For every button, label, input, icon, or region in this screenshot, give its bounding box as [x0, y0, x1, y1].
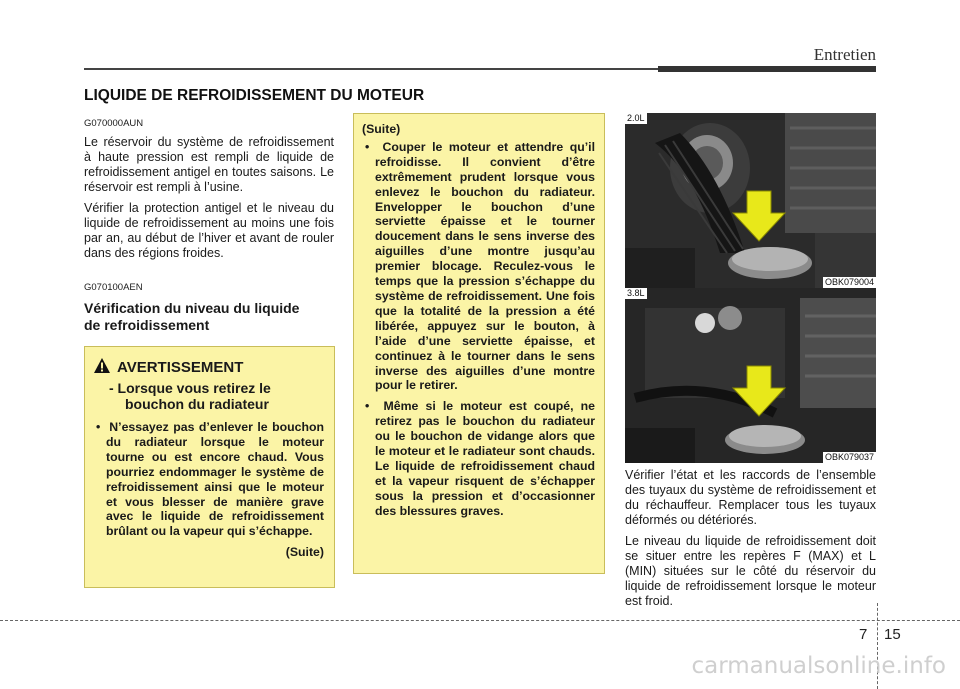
photo-code: OBK079037	[824, 452, 874, 462]
warning-bullet: • Même si le moteur est coupé, ne retirez pas le bouchon du radiateur ou le bouchon de vidange alors que le moteur et le radiateur sont chauds. Le liquide de refroidissement chaud et la vapeur risquent de s’échapper sous la pression et d’occasionner des blessures graves.	[365, 399, 595, 518]
warning-subtitle: - Lorsque vous retirez le	[109, 380, 271, 396]
paragraph: Le réservoir du système de refroidissement à haute pression est rempli de liquide de refroidissement antigel en toutes saisons. Le réservoir est rempli à l’usine.	[84, 135, 334, 194]
continued-heading: (Suite)	[362, 122, 401, 136]
footer-rule	[0, 620, 960, 621]
paragraph: Vérifier la protection antigel et le niveau du liquide de refroidissement au moins une fois par an, au début de l’hiver et avant de rouler dans des régions froides.	[84, 201, 334, 260]
paragraph: Le niveau du liquide de refroidissement doit se situer entre les repères F (MAX) et L (MIN) situées sur le côté du réservoir du liquide de refroidissement lorsque le moteur est froid.	[625, 534, 876, 608]
left-column	[84, 116, 334, 334]
doc-code: G070100AEN	[84, 282, 143, 293]
warning-bullet: • N’essayez pas d’enlever le bouchon du radiateur lorsque le moteur tourne ou est encore chaud. Vous pourriez endommager le système de refroidissement ainsi que le moteur et vous blesser de manière grave avec le liquide de refroidissement brûlant ou la vapeur qui s’échappe.	[96, 420, 324, 539]
header-bar	[658, 66, 876, 72]
suite-label: (Suite)	[285, 545, 324, 560]
watermark: carmanualsonline.info	[691, 653, 946, 679]
subheading: de refroidissement	[84, 317, 210, 333]
warning-subtitle: bouchon du radiateur	[125, 396, 269, 412]
warning-icon	[93, 357, 111, 378]
engine-photo-2-0l	[625, 113, 876, 288]
warning-box	[84, 346, 335, 588]
warning-heading: AVERTISSEMENT	[117, 359, 244, 376]
paragraph: Vérifier l’état et les raccords de l’ensemble des tuyaux du système de refroidissement et du réchauffeur. Remplacer tous les tuyaux déformés ou détériorés.	[625, 468, 876, 527]
page-title: LIQUIDE DE REFROIDISSEMENT DU MOTEUR	[84, 87, 425, 104]
section-header: Entretien	[813, 45, 876, 64]
header-rule	[84, 68, 658, 70]
right-column-text	[625, 468, 876, 615]
engine-photo-3-8l	[625, 288, 876, 463]
photo-code: OBK079004	[824, 277, 874, 287]
chapter-number: 7	[859, 626, 868, 643]
page-number: 15	[884, 626, 901, 643]
engine-label: 2.0L	[627, 113, 645, 123]
doc-code: G070000AUN	[84, 118, 144, 129]
continued-warning-box	[353, 113, 605, 574]
warning-bullet: • Couper le moteur et attendre qu’il refroidisse. Il convient d’être extrêmement prudent lorsque vous enlevez le bouchon du radiateur. Envelopper le bouchon d’une serviette épaisse et le tourner doucement dans le sens inverse des aiguilles d’une montre jusqu’au premier blocage. Reculez-vous le temps que la pression s’échappe du système de refroidissement. Une fois que la totalité de la pression a été libérée, appuyez sur le bouton, à l’aide d’une serviette épaisse, et continuez à le tourner dans le sens inverse des aiguilles d’une montre pour le retirer.	[365, 139, 595, 393]
subheading: Vérification du niveau du liquide	[84, 300, 300, 316]
engine-label: 3.8L	[627, 288, 645, 298]
